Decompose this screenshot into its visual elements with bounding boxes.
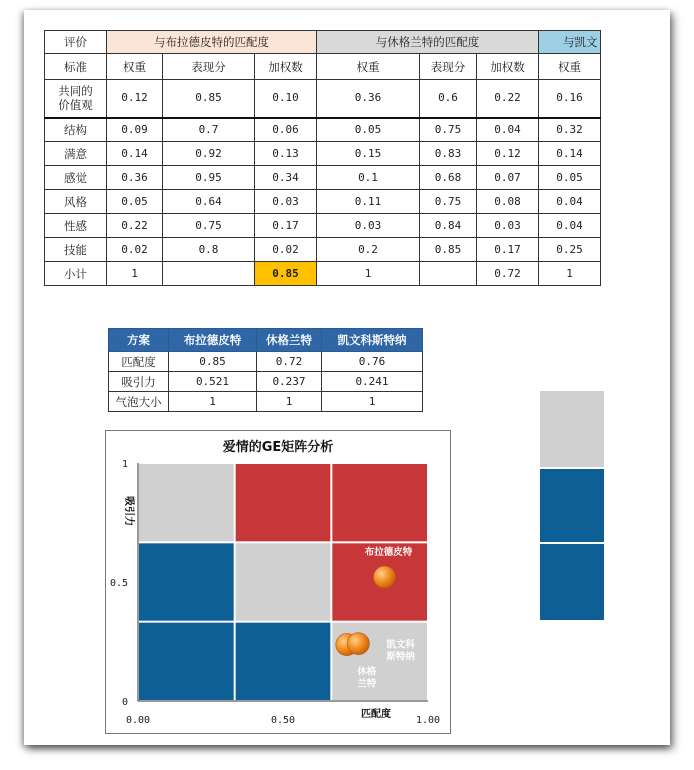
y-tick-label: 0 (121, 697, 128, 708)
point-label: 布拉德皮特 (364, 547, 413, 559)
chart-title: 爱情的GE矩阵分析 (222, 440, 334, 455)
bubble-布拉德皮特 (374, 566, 396, 588)
table-cell: 1 (317, 262, 420, 286)
table-row (45, 142, 601, 166)
matrix-cell (332, 464, 427, 541)
table-cell: 0.92 (163, 142, 255, 166)
table-cell: 0.241 (322, 372, 423, 392)
matrix-cell (139, 464, 234, 541)
table-cell: 0.36 (317, 80, 420, 118)
group-header-brad: 与布拉德皮特的匹配度 (107, 31, 317, 54)
table-cell: 0.22 (107, 214, 163, 238)
subtotal-row (45, 262, 601, 286)
subheader-cell: 表现分 (420, 54, 477, 80)
table-cell: 0.08 (477, 190, 539, 214)
row-label: 技能 (45, 238, 107, 262)
table-cell: 0.6 (420, 80, 477, 118)
table-cell: 0.76 (322, 352, 423, 372)
subheader-cell: 权重 (107, 54, 163, 80)
ge-matrix-chart (105, 430, 451, 734)
subheader-cell: 权重 (317, 54, 420, 80)
table-cell: 0.04 (539, 190, 601, 214)
table-cell: 0.36 (107, 166, 163, 190)
table-cell: 0.1 (317, 166, 420, 190)
point-label: 凯文科 (386, 639, 415, 651)
table-cell: 0.02 (255, 238, 317, 262)
row-header-cell: 评价 (45, 31, 107, 54)
table-cell (163, 262, 255, 286)
table-cell: 0.05 (317, 118, 420, 142)
table-row (45, 118, 601, 142)
table-cell: 0.64 (163, 190, 255, 214)
y-tick-label: 0.5 (109, 578, 128, 589)
bubble-凯文科斯特纳 (347, 633, 369, 655)
subheader-cell: 权重 (539, 54, 601, 80)
row-label: 感觉 (45, 166, 107, 190)
x-tick-label: 0.50 (270, 715, 296, 726)
summary-header-cell: 休格兰特 (257, 329, 322, 352)
table-cell: 0.13 (255, 142, 317, 166)
table-cell: 0.237 (257, 372, 322, 392)
group-header-kevin: 与凯文 (539, 31, 601, 54)
row-label: 满意 (45, 142, 107, 166)
table-cell: 0.95 (163, 166, 255, 190)
row-label-line: 价值观 (58, 98, 93, 113)
table-row (109, 372, 423, 392)
table-row (45, 80, 601, 118)
table-cell: 0.7 (163, 118, 255, 142)
table-cell: 0.12 (477, 142, 539, 166)
table-cell: 0.14 (539, 142, 601, 166)
table-cell: 0.14 (107, 142, 163, 166)
matrix-cell (139, 543, 234, 620)
document-frame (24, 10, 670, 745)
subheader-cell: 加权数 (255, 54, 317, 80)
table-cell: 1 (322, 392, 423, 412)
matrix-cell (139, 623, 234, 700)
x-tick-label: 0.00 (125, 715, 151, 726)
table-cell: 0.84 (420, 214, 477, 238)
table-row (109, 352, 423, 372)
table-cell: 0.22 (477, 80, 539, 118)
table-cell: 1 (107, 262, 163, 286)
table-cell: 0.16 (539, 80, 601, 118)
table-cell: 0.03 (317, 214, 420, 238)
table-cell: 0.11 (317, 190, 420, 214)
group-header-hugh: 与休格兰特的匹配度 (317, 31, 539, 54)
table-cell: 0.72 (477, 262, 539, 286)
row-label: 性感 (45, 214, 107, 238)
row-label: 吸引力 (109, 372, 169, 392)
summary-header-cell: 凯文科斯特纳 (322, 329, 423, 352)
matrix-cell (236, 623, 331, 700)
table-cell: 0.85 (169, 352, 257, 372)
partial-matrix-cell (540, 469, 604, 542)
summary-table (108, 328, 423, 412)
partial-matrix-cell (540, 391, 604, 467)
standard-label: 标准 (45, 54, 107, 80)
table-cell: 0.05 (539, 166, 601, 190)
table-cell: 0.75 (163, 214, 255, 238)
table-cell: 0.09 (107, 118, 163, 142)
table-cell: 0.03 (255, 190, 317, 214)
table-cell: 0.04 (539, 214, 601, 238)
chart-canvas (106, 431, 450, 733)
summary-header-cell: 布拉德皮特 (169, 329, 257, 352)
table-cell: 0.2 (317, 238, 420, 262)
point-label: 斯特纳 (386, 651, 415, 663)
table-row (45, 166, 601, 190)
table-cell: 0.07 (477, 166, 539, 190)
y-axis-label: 吸引力 (123, 496, 134, 526)
row-label: 小计 (45, 262, 107, 286)
table-cell: 0.521 (169, 372, 257, 392)
row-label: 匹配度 (109, 352, 169, 372)
row-label (45, 80, 107, 118)
summary-header-cell: 方案 (109, 329, 169, 352)
partial-matrix-cell (540, 544, 604, 620)
x-tick-label: 1.00 (415, 715, 441, 726)
table-cell: 0.02 (107, 238, 163, 262)
table-cell: 0.06 (255, 118, 317, 142)
table-cell: 0.05 (107, 190, 163, 214)
matrix-cell (236, 543, 331, 620)
table-cell (420, 262, 477, 286)
row-label: 气泡大小 (109, 392, 169, 412)
table-cell: 0.8 (163, 238, 255, 262)
row-label: 风格 (45, 190, 107, 214)
table-row (45, 214, 601, 238)
weighted-score-table (44, 30, 601, 286)
subheader-cell: 表现分 (163, 54, 255, 80)
table-cell: 0.12 (107, 80, 163, 118)
point-label: 兰特 (357, 678, 377, 690)
subheader-cell: 加权数 (477, 54, 539, 80)
table-row (45, 190, 601, 214)
table-cell: 0.68 (420, 166, 477, 190)
table-cell: 1 (169, 392, 257, 412)
highlighted-total-cell: 0.85 (255, 262, 317, 286)
table-cell: 0.10 (255, 80, 317, 118)
table-row (109, 392, 423, 412)
table-cell: 0.85 (420, 238, 477, 262)
table-cell: 1 (257, 392, 322, 412)
matrix-cell (236, 464, 331, 541)
table-cell: 0.75 (420, 190, 477, 214)
table-cell: 0.83 (420, 142, 477, 166)
table-cell: 0.75 (420, 118, 477, 142)
table-cell: 0.03 (477, 214, 539, 238)
x-axis-label: 匹配度 (361, 709, 391, 720)
table-cell: 0.15 (317, 142, 420, 166)
row-label: 结构 (45, 118, 107, 142)
table-cell: 0.32 (539, 118, 601, 142)
table-cell: 0.72 (257, 352, 322, 372)
table-cell: 1 (539, 262, 601, 286)
table-cell: 0.34 (255, 166, 317, 190)
table-cell: 0.85 (163, 80, 255, 118)
table-row (45, 238, 601, 262)
table-cell: 0.25 (539, 238, 601, 262)
table-cell: 0.17 (477, 238, 539, 262)
point-label: 休格 (357, 666, 377, 678)
table-cell: 0.17 (255, 214, 317, 238)
row-label-line: 共同的 (58, 84, 93, 99)
table-cell: 0.04 (477, 118, 539, 142)
y-tick-label: 1 (121, 459, 128, 470)
